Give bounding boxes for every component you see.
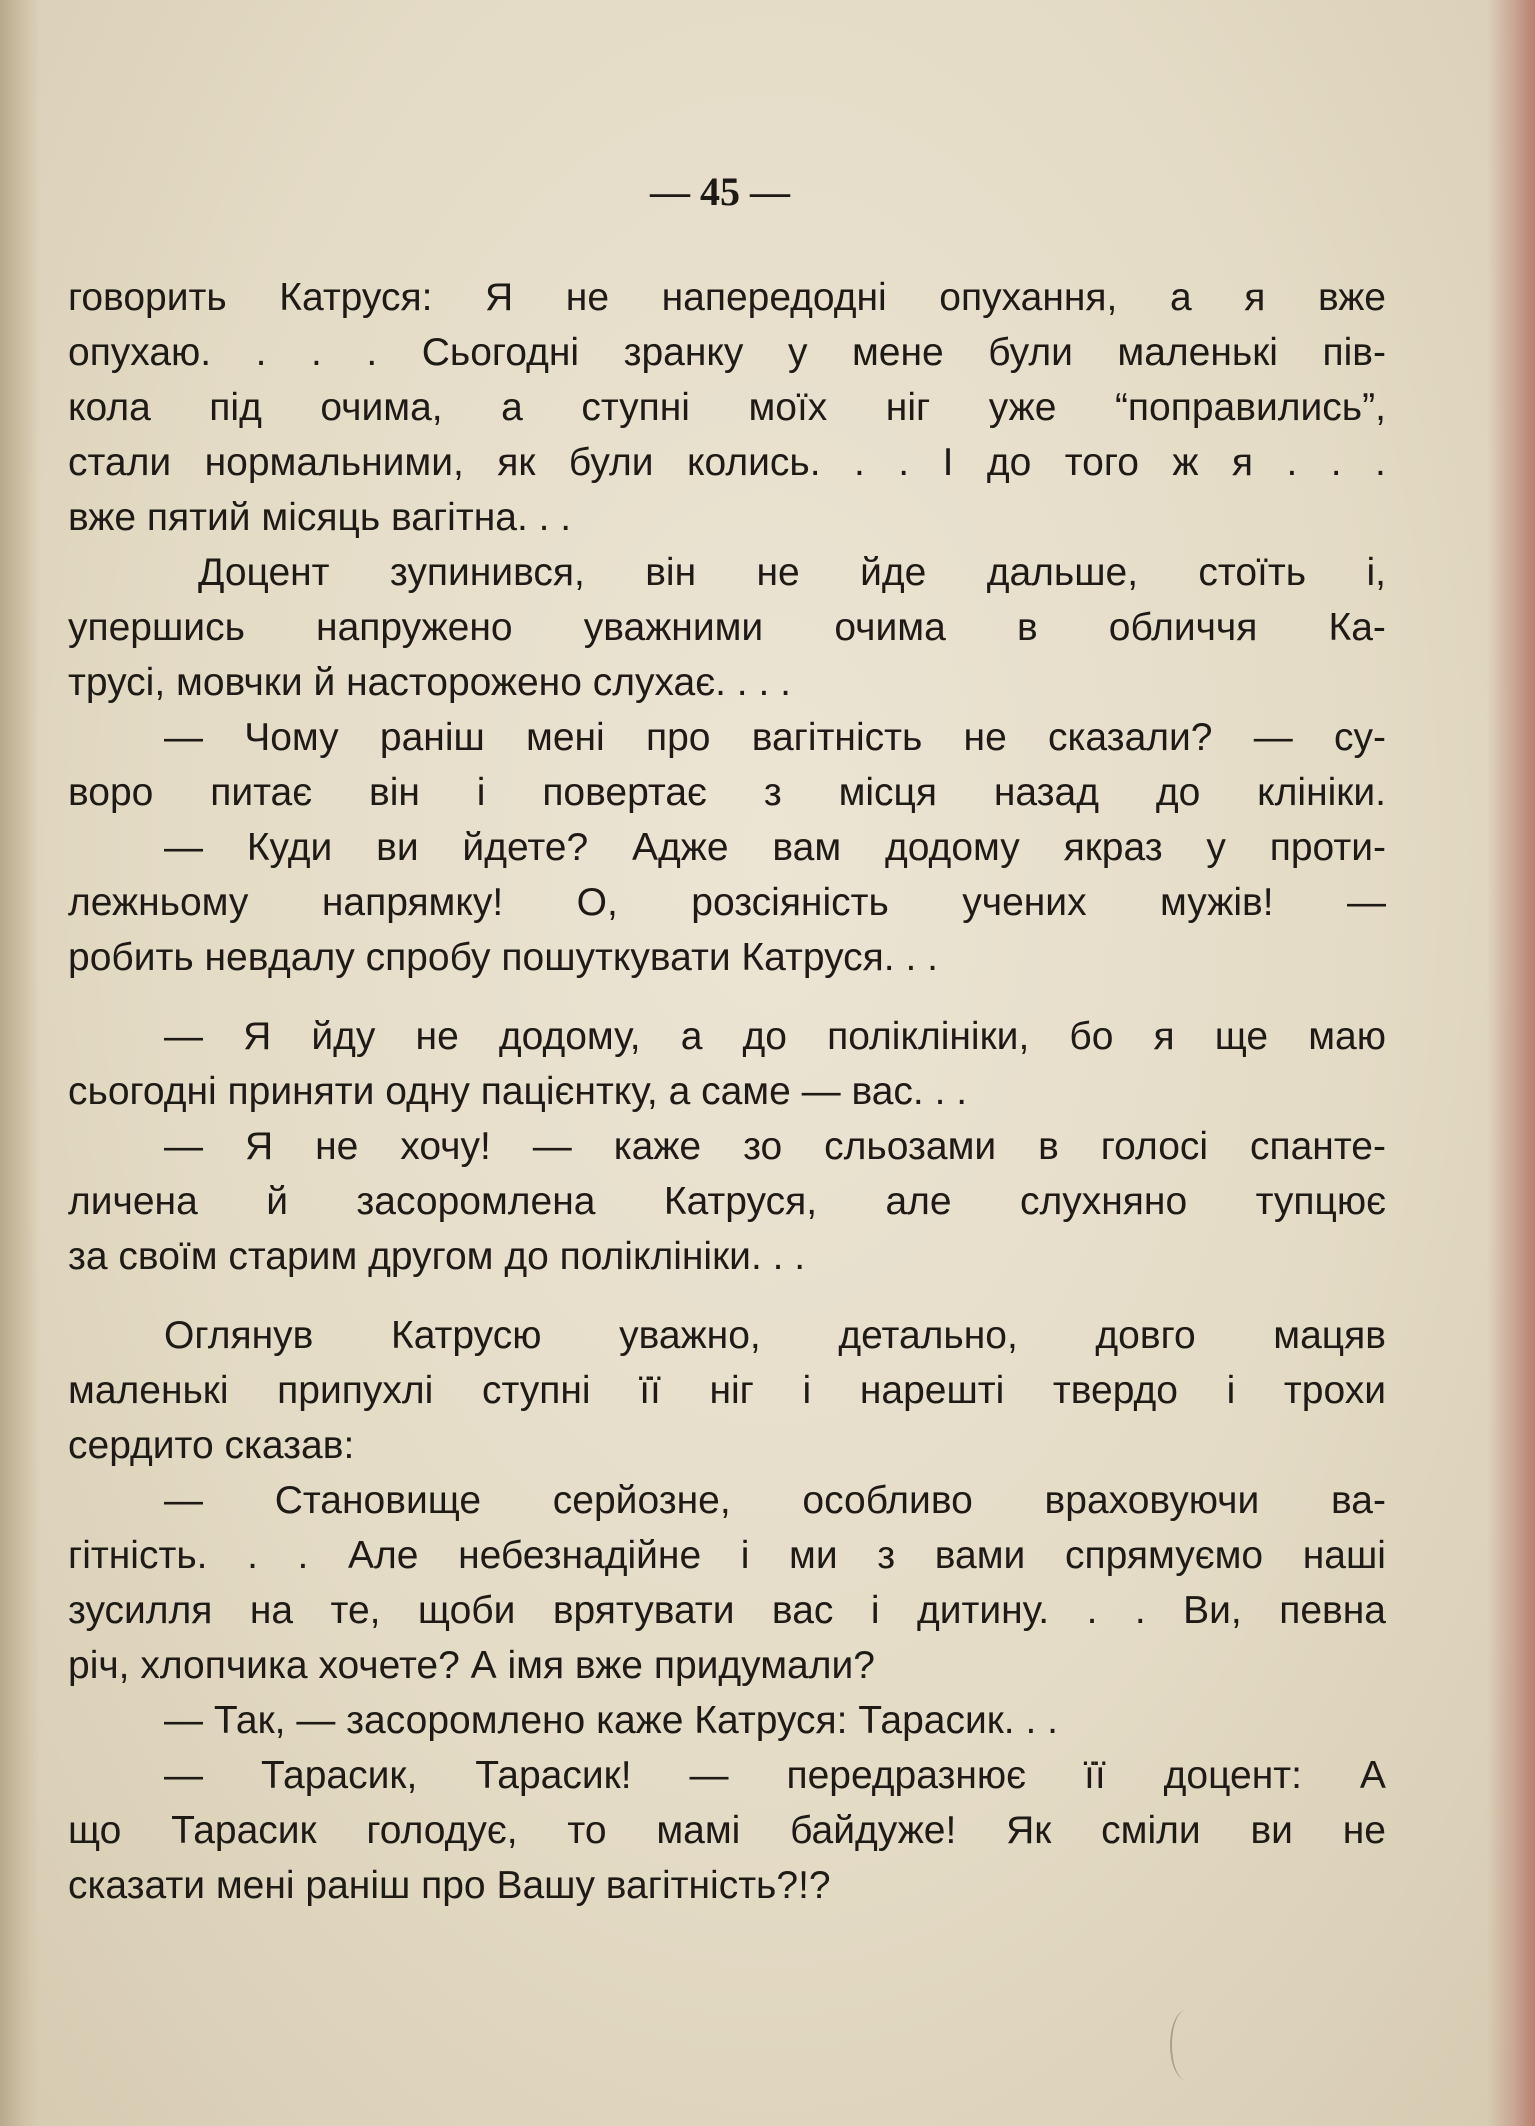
text-line: воро питає він і повертає з місця назад до клініки. [68, 771, 1386, 814]
body-text [68, 270, 1386, 1913]
text-line: Оглянув Катрусю уважно, детально, довго мацяв [164, 1314, 1386, 1357]
text-line: личена й засоромлена Катруся, але слухняно тупцює [68, 1180, 1386, 1223]
text-line: — Я не хочу! — каже зо сльозами в голосі спанте- [164, 1125, 1386, 1168]
text-line: зусилля на те, щоби врятувати вас і дитину. . . Ви, певна [68, 1589, 1386, 1632]
page-number: — 45 — [650, 169, 790, 214]
text-line: кола під очима, а ступні моїх ніг уже “поправились”, [68, 386, 1386, 429]
text-line: Доцент зупинився, він не йде дальше, стоїть і, [198, 551, 1386, 594]
page-edge-shadow [1487, 0, 1535, 2126]
text-line: говорить Катруся: Я не напередодні опухання, а я вже [68, 276, 1386, 319]
text-line: робить невдалу спробу пошуткувати Катруся. . . [68, 936, 938, 979]
text-line: вже пятий місяць вагітна. . . [68, 496, 572, 539]
text-line: за своїм старим другом до поліклініки. . . [68, 1235, 806, 1278]
text-line: — Чому раніш мені про вагітність не сказали? — су- [164, 716, 1386, 759]
text-line: сказати мені раніш про Вашу вагітність?!? [68, 1864, 831, 1907]
text-line: гітність. . . Але небезнадійне і ми з вами спрямуємо наші [68, 1534, 1386, 1577]
text-line: упершись напружено уважними очима в обличчя Ка- [68, 606, 1386, 649]
text-line: — Так, — засоромлено каже Катруся: Тарасик. . . [164, 1699, 1058, 1742]
text-line: лежньому напрямку! О, розсіяність учених мужів! — [68, 881, 1386, 924]
text-line: трусі, мовчки й насторожено слухає. . . . [68, 661, 791, 704]
text-line: річ, хлопчика хочете? А імя вже придумали? [68, 1644, 875, 1687]
text-line: — Куди ви йдете? Адже вам додому якраз у проти- [164, 826, 1386, 869]
text-line: маленькі припухлі ступні її ніг і нарешті твердо і трохи [68, 1369, 1386, 1412]
text-line: — Я йду не додому, а до поліклініки, бо я ще маю [164, 1015, 1386, 1058]
text-line: опухаю. . . . Сьогодні зранку у мене були маленькі пів- [68, 331, 1386, 374]
text-line: стали нормальними, як були колись. . . І до того ж я . . . [68, 441, 1386, 484]
text-line: що Тарасик голодує, то мамі байдуже! Як сміли ви не [68, 1809, 1386, 1852]
text-line: сьогодні приняти одну пацієнтку, а саме — вас. . . [68, 1070, 968, 1113]
text-line: — Становище серйозне, особливо враховуючи ва- [164, 1479, 1386, 1522]
pencil-mark [1170, 2010, 1202, 2080]
page-spine-shadow [0, 0, 40, 2126]
text-line: — Тарасик, Тарасик! — передразнює її доцент: А [164, 1754, 1386, 1797]
text-line: сердито сказав: [68, 1424, 355, 1467]
